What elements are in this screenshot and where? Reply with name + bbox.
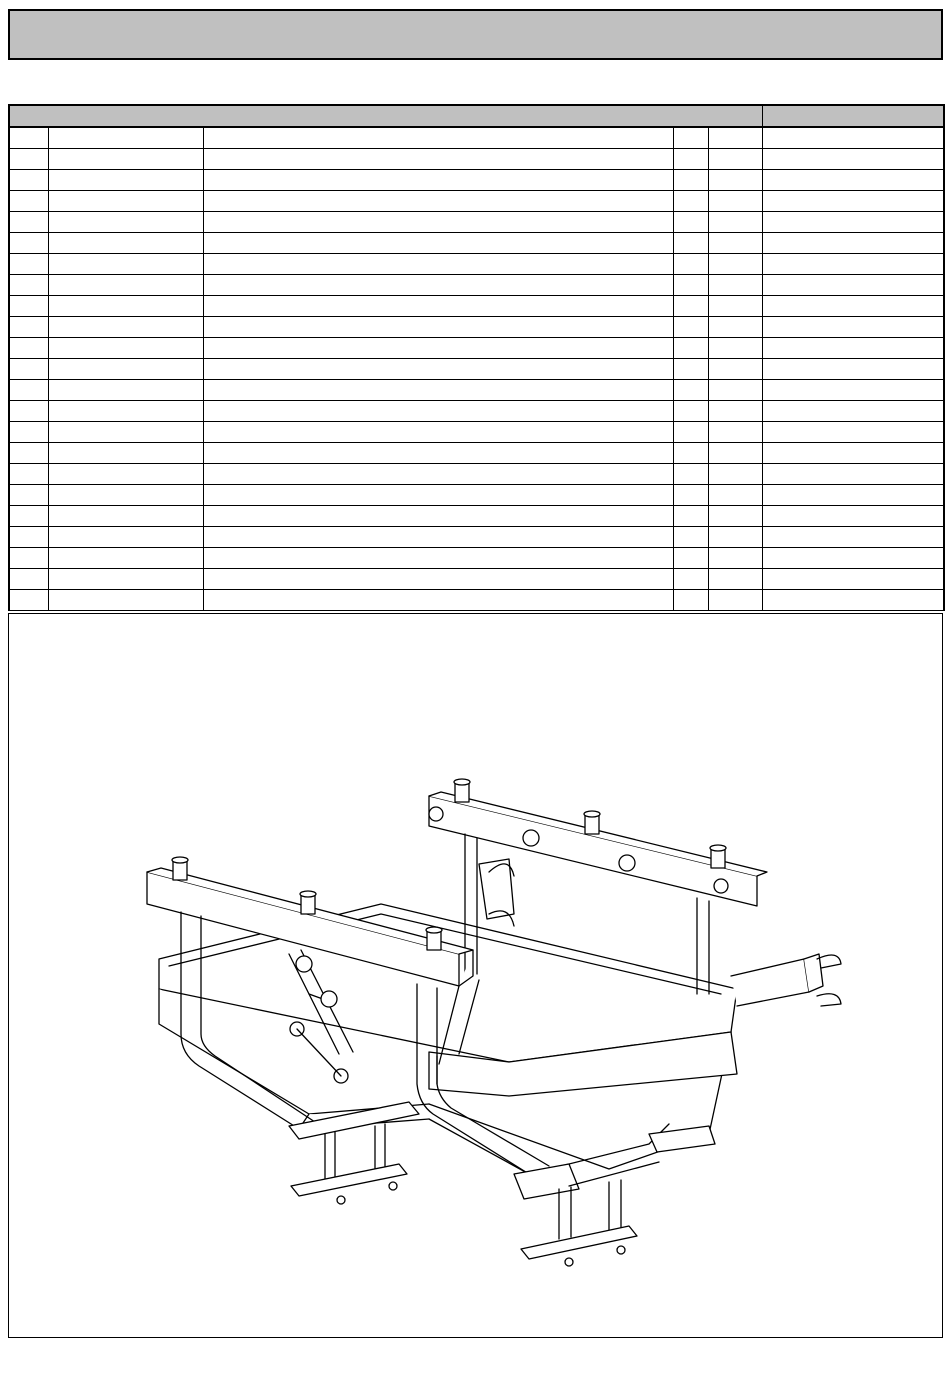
qty-cell [673,211,708,232]
item-cell [9,316,48,337]
item-cell [9,274,48,295]
unit-cell [708,148,762,169]
description-cell [203,358,673,379]
parts-table-body [9,127,944,610]
note-cell [762,316,944,337]
note-cell [762,337,944,358]
description-cell [203,442,673,463]
qty-cell [673,190,708,211]
table-row [9,148,944,169]
item-cell [9,547,48,568]
unit-cell [708,316,762,337]
table-row [9,379,944,400]
part-number-cell [48,484,203,505]
table-row [9,232,944,253]
table-row [9,568,944,589]
table-row [9,463,944,484]
unit-cell [708,442,762,463]
description-cell [203,253,673,274]
qty-cell [673,589,708,610]
table-row [9,253,944,274]
part-number-cell [48,400,203,421]
part-number-cell [48,274,203,295]
qty-cell [673,547,708,568]
unit-cell [708,379,762,400]
parts-group-header [9,105,762,127]
unit-cell [708,190,762,211]
unit-cell [708,400,762,421]
part-number-cell [48,190,203,211]
part-number-cell [48,442,203,463]
qty-cell [673,169,708,190]
item-cell [9,484,48,505]
item-cell [9,169,48,190]
part-number-cell [48,589,203,610]
item-cell [9,358,48,379]
qty-cell [673,568,708,589]
item-cell [9,589,48,610]
unit-cell [708,295,762,316]
table-row [9,547,944,568]
part-number-cell [48,253,203,274]
qty-cell [673,379,708,400]
part-number-cell [48,505,203,526]
note-cell [762,589,944,610]
qty-cell [673,505,708,526]
note-cell [762,400,944,421]
part-number-cell [48,463,203,484]
description-cell [203,589,673,610]
item-cell [9,253,48,274]
qty-cell [673,400,708,421]
table-header-row [9,105,944,127]
part-number-cell [48,358,203,379]
note-cell [762,211,944,232]
note-cell [762,505,944,526]
item-cell [9,568,48,589]
part-number-cell [48,547,203,568]
table-row [9,337,944,358]
qty-cell [673,463,708,484]
item-cell [9,400,48,421]
item-cell [9,379,48,400]
table-row [9,316,944,337]
table-row [9,274,944,295]
extra-column-header [762,105,944,127]
unit-cell [708,526,762,547]
qty-cell [673,421,708,442]
description-cell [203,337,673,358]
item-cell [9,463,48,484]
qty-cell [673,295,708,316]
table-row [9,421,944,442]
description-cell [203,274,673,295]
table-row [9,400,944,421]
description-cell [203,400,673,421]
description-cell [203,148,673,169]
description-cell [203,484,673,505]
note-cell [762,442,944,463]
qty-cell [673,358,708,379]
table-row [9,169,944,190]
item-cell [9,421,48,442]
note-cell [762,253,944,274]
description-cell [203,295,673,316]
description-cell [203,421,673,442]
qty-cell [673,253,708,274]
part-number-cell [48,337,203,358]
description-cell [203,526,673,547]
note-cell [762,463,944,484]
item-cell [9,337,48,358]
hopper-frame-drawing-icon [9,614,944,1339]
part-number-cell [48,169,203,190]
item-cell [9,442,48,463]
qty-cell [673,274,708,295]
note-cell [762,547,944,568]
description-cell [203,127,673,148]
parts-list-table [8,104,945,611]
description-cell [203,505,673,526]
unit-cell [708,211,762,232]
qty-cell [673,484,708,505]
unit-cell [708,169,762,190]
qty-cell [673,337,708,358]
note-cell [762,169,944,190]
table-row [9,211,944,232]
description-cell [203,316,673,337]
description-cell [203,568,673,589]
unit-cell [708,358,762,379]
page-title-bar [8,9,943,60]
unit-cell [708,127,762,148]
note-cell [762,421,944,442]
note-cell [762,568,944,589]
item-cell [9,505,48,526]
item-cell [9,148,48,169]
description-cell [203,547,673,568]
qty-cell [673,232,708,253]
item-cell [9,295,48,316]
item-cell [9,232,48,253]
table-row [9,442,944,463]
part-number-cell [48,421,203,442]
unit-cell [708,274,762,295]
part-number-cell [48,127,203,148]
description-cell [203,463,673,484]
unit-cell [708,547,762,568]
unit-cell [708,505,762,526]
part-number-cell [48,232,203,253]
unit-cell [708,421,762,442]
part-number-cell [48,211,203,232]
unit-cell [708,463,762,484]
qty-cell [673,442,708,463]
description-cell [203,379,673,400]
table-row [9,589,944,610]
part-number-cell [48,295,203,316]
table-row [9,505,944,526]
note-cell [762,127,944,148]
part-number-cell [48,379,203,400]
description-cell [203,211,673,232]
item-cell [9,526,48,547]
unit-cell [708,232,762,253]
item-cell [9,211,48,232]
unit-cell [708,568,762,589]
table-row [9,127,944,148]
note-cell [762,190,944,211]
assembly-drawing-frame [8,613,943,1338]
qty-cell [673,127,708,148]
note-cell [762,484,944,505]
unit-cell [708,337,762,358]
note-cell [762,148,944,169]
note-cell [762,295,944,316]
description-cell [203,232,673,253]
description-cell [203,190,673,211]
item-cell [9,190,48,211]
table-row [9,526,944,547]
part-number-cell [48,526,203,547]
table-row [9,190,944,211]
note-cell [762,274,944,295]
qty-cell [673,526,708,547]
part-number-cell [48,148,203,169]
table-row [9,295,944,316]
item-cell [9,127,48,148]
table-row [9,358,944,379]
note-cell [762,232,944,253]
qty-cell [673,148,708,169]
unit-cell [708,484,762,505]
part-number-cell [48,568,203,589]
note-cell [762,526,944,547]
unit-cell [708,253,762,274]
unit-cell [708,589,762,610]
note-cell [762,358,944,379]
part-number-cell [48,316,203,337]
note-cell [762,379,944,400]
description-cell [203,169,673,190]
table-row [9,484,944,505]
qty-cell [673,316,708,337]
